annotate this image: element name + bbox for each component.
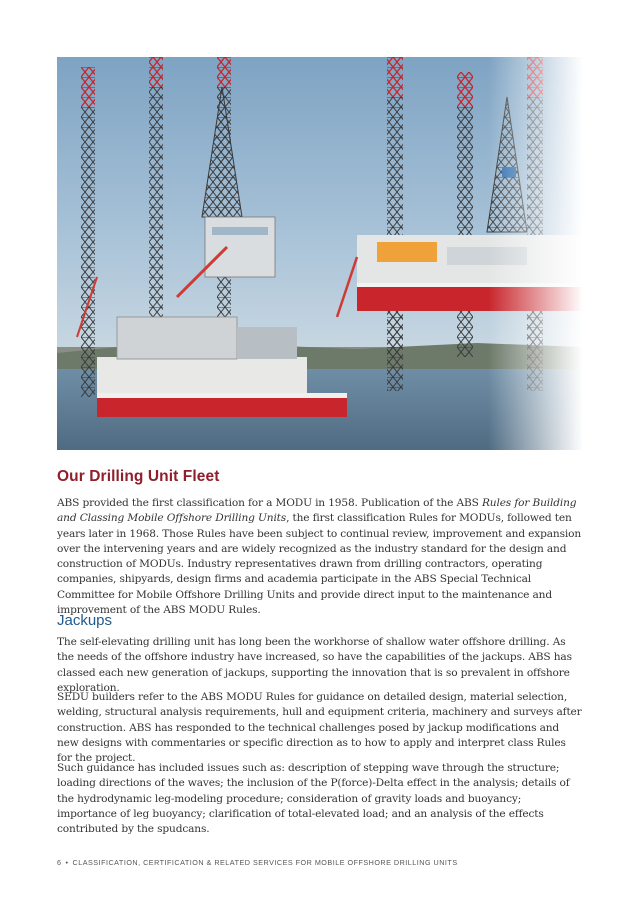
footer-bullet: • bbox=[65, 858, 69, 867]
page-number: 6 bbox=[57, 858, 62, 867]
section-title: Our Drilling Unit Fleet bbox=[57, 468, 220, 485]
rules-title-italic: Rules for Building and Classing Mobile Offshore Drilling Units bbox=[57, 497, 577, 525]
intro-text-a: ABS provided the first classification for a MODU in 1958. Publication of the ABS bbox=[57, 497, 482, 509]
jackups-paragraph-2: SEDU builders refer to the ABS MODU Rules for guidance on detailed design, material selection, welding, structural analysis requirements, hull and equipment criteria, machinery and surveys after construction. ABS has responded to the technical challenges posed by jackup modifications and new designs with commentaries or specific direction as to how to apply and interpret class Rules for the project. bbox=[57, 691, 582, 765]
jackups-heading: Jackups bbox=[57, 612, 113, 629]
jackup-rigs-photo bbox=[57, 57, 583, 450]
page-footer bbox=[57, 858, 458, 867]
intro-paragraph bbox=[57, 496, 582, 618]
footer-title: CLASSIFICATION, CERTIFICATION & RELATED SERVICES FOR MOBILE OFFSHORE DRILLING UNITS bbox=[72, 858, 458, 867]
jackups-paragraph-1: The self-elevating drilling unit has long been the workhorse of shallow water offshore drilling. As the needs of the offshore industry have increased, so have the capabilities of the jackups. ABS has classed each new generation of jackups, supporting the innovation that is so prevalent in offshore exploration. bbox=[57, 636, 572, 694]
jackups-paragraph-3: Such guidance has included issues such as: description of stepping wave through the structure; loading directions of the waves; the inclusion of the P(force)-Delta effect in the analysis; details of the hydrodynamic leg-modeling procedure; consideration of gravity loads and buoyancy; importance of leg buoyancy; clarification of total-elevated load; and an analysis of the effects contributed by the spudcans. bbox=[57, 762, 570, 836]
intro-text-b: , the first classification Rules for MODUs, followed ten years later in 1968. Those Rules have been subject to continual review, improvement and expansion over the intervening years and are widely recognized as the industry standard for the design and construction of MODUs. Industry representatives drawn from drilling contractors, operating companies, shipyards, design firms and academia participate in the ABS Special Technical Committee for Mobile Offshore Drilling Units and provide direct input to the maintenance and improvement of the ABS MODU Rules. bbox=[57, 512, 582, 617]
